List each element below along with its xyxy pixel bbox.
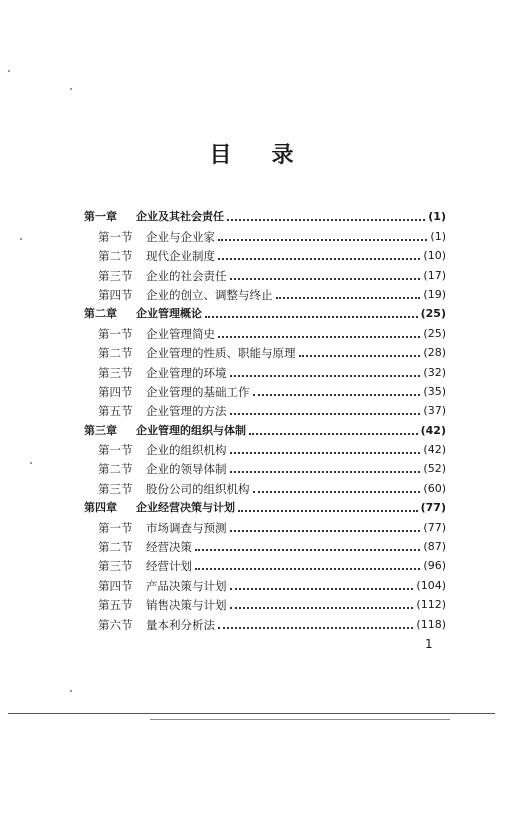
toc-section-entry — [84, 224, 446, 243]
toc-entry-number: 第一章 — [84, 210, 117, 224]
toc-entry-title: 企业管理的基础工作 — [146, 384, 250, 399]
toc-leader-dots — [230, 374, 421, 377]
toc-chapter-entry — [84, 496, 446, 515]
toc-entry-number: 第三节 — [98, 268, 133, 283]
toc-entry-number: 第二节 — [98, 462, 133, 477]
toc-entry-number: 第六节 — [98, 617, 133, 632]
toc-entry-page: (25) — [420, 307, 446, 321]
table-of-contents — [84, 205, 446, 632]
toc-leader-dots — [195, 548, 420, 551]
toc-entry-page: (60) — [423, 481, 446, 495]
toc-leader-dots — [276, 296, 421, 299]
toc-leader-dots — [253, 393, 421, 396]
toc-entry-page: (35) — [423, 384, 446, 398]
toc-entry-title: 企业经营决策与计划 — [136, 501, 235, 515]
toc-entry-number: 第五节 — [98, 404, 133, 419]
toc-entry-title: 企业管理的方法 — [146, 404, 227, 419]
toc-leader-dots — [238, 509, 418, 512]
scan-speck — [70, 88, 72, 90]
toc-section-entry — [84, 244, 446, 263]
toc-leader-dots — [230, 412, 421, 415]
toc-section-entry — [84, 457, 446, 476]
toc-entry-title: 销售决策与计划 — [146, 598, 227, 613]
toc-section-entry — [84, 554, 446, 573]
toc-entry-page: (32) — [423, 365, 446, 379]
toc-entry-page: (42) — [423, 443, 446, 457]
toc-leader-dots — [230, 470, 421, 473]
scan-speck — [70, 690, 72, 692]
toc-entry-title: 企业管理的组织与体制 — [136, 423, 246, 437]
toc-entry-page: (77) — [423, 520, 446, 534]
scan-speck — [30, 462, 32, 464]
toc-chapter-entry — [84, 418, 446, 437]
toc-entry-number: 第四节 — [98, 578, 133, 593]
toc-entry-page: (10) — [423, 249, 446, 263]
toc-entry-title: 经营决策 — [146, 540, 192, 555]
toc-entry-number: 第四章 — [84, 501, 117, 515]
toc-section-entry — [84, 341, 446, 360]
toc-entry-title: 企业的领导体制 — [146, 462, 227, 477]
toc-entry-number: 第三节 — [98, 481, 133, 496]
toc-section-entry — [84, 380, 446, 399]
toc-entry-title: 现代企业制度 — [146, 249, 215, 264]
toc-leader-dots — [249, 432, 418, 435]
toc-entry-page: (104) — [416, 578, 446, 592]
toc-entry-page: (1) — [430, 229, 446, 243]
toc-section-entry — [84, 360, 446, 379]
toc-section-entry — [84, 283, 446, 302]
toc-entry-page: (42) — [420, 423, 446, 437]
toc-section-entry — [84, 593, 446, 612]
toc-entry-title: 企业的社会责任 — [146, 268, 227, 283]
toc-section-entry — [84, 476, 446, 495]
toc-entry-title: 企业管理的性质、职能与原理 — [146, 346, 296, 361]
toc-entry-page: (118) — [416, 617, 446, 631]
toc-leader-dots — [230, 587, 414, 590]
toc-entry-title: 企业管理的环境 — [146, 365, 227, 380]
toc-section-entry — [84, 399, 446, 418]
toc-entry-title: 量本利分析法 — [146, 617, 215, 632]
toc-chapter-entry — [84, 205, 446, 224]
toc-entry-page: (19) — [423, 287, 446, 301]
toc-entry-page: (28) — [423, 346, 446, 360]
toc-leader-dots — [230, 606, 414, 609]
toc-entry-title: 企业及其社会责任 — [136, 210, 224, 224]
toc-leader-dots — [299, 354, 421, 357]
toc-entry-number: 第一节 — [98, 520, 133, 535]
toc-entry-number: 第一节 — [98, 443, 133, 458]
toc-entry-page: (77) — [420, 501, 446, 515]
toc-entry-number: 第五节 — [98, 598, 133, 613]
toc-leader-dots — [218, 257, 420, 260]
toc-entry-page: (17) — [423, 268, 446, 282]
toc-leader-dots — [230, 277, 421, 280]
toc-entry-number: 第三节 — [98, 559, 133, 574]
toc-section-entry — [84, 515, 446, 534]
toc-entry-title: 企业管理简史 — [146, 326, 215, 341]
toc-entry-page: (96) — [423, 559, 446, 573]
toc-entry-title: 企业的组织机构 — [146, 443, 227, 458]
toc-leader-dots — [218, 335, 420, 338]
toc-entry-title: 经营计划 — [146, 559, 192, 574]
toc-leader-dots — [230, 451, 421, 454]
toc-section-entry — [84, 535, 446, 554]
toc-entry-title: 企业的创立、调整与终止 — [146, 287, 273, 302]
toc-entry-title: 股份公司的组织机构 — [146, 481, 250, 496]
toc-section-entry — [84, 612, 446, 631]
toc-chapter-entry — [84, 302, 446, 321]
toc-entry-title: 企业与企业家 — [146, 229, 215, 244]
toc-leader-dots — [205, 315, 418, 318]
toc-section-entry — [84, 438, 446, 457]
toc-entry-number: 第四节 — [98, 384, 133, 399]
toc-entry-number: 第二章 — [84, 307, 117, 321]
scan-speck — [20, 238, 22, 240]
page-title-char-1: 目 — [209, 143, 234, 168]
scan-speck — [8, 70, 10, 72]
toc-entry-number: 第二节 — [98, 249, 133, 264]
toc-entry-number: 第三节 — [98, 365, 133, 380]
toc-entry-page: (52) — [423, 462, 446, 476]
scan-artifact-line — [150, 719, 450, 720]
toc-entry-page: (112) — [416, 598, 446, 612]
page-title-char-2: 录 — [271, 143, 296, 168]
toc-entry-number: 第四节 — [98, 287, 133, 302]
toc-entry-title: 产品决策与计划 — [146, 578, 227, 593]
toc-section-entry — [84, 573, 446, 592]
toc-leader-dots — [195, 567, 420, 570]
toc-entry-page: (37) — [423, 404, 446, 418]
toc-leader-dots — [227, 218, 425, 221]
toc-entry-page: (87) — [423, 540, 446, 554]
toc-entry-title: 市场调查与预测 — [146, 520, 227, 535]
page-number: 1 — [425, 637, 433, 651]
toc-entry-number: 第三章 — [84, 423, 117, 437]
toc-leader-dots — [253, 490, 421, 493]
toc-entry-title: 企业管理概论 — [136, 307, 202, 321]
toc-section-entry — [84, 321, 446, 340]
toc-section-entry — [84, 263, 446, 282]
toc-entry-page: (1) — [428, 210, 446, 224]
toc-entry-number: 第一节 — [98, 326, 133, 341]
toc-entry-page: (25) — [423, 326, 446, 340]
toc-entry-number: 第二节 — [98, 540, 133, 555]
page-title — [0, 138, 505, 169]
toc-leader-dots — [218, 238, 427, 241]
toc-leader-dots — [230, 529, 421, 532]
toc-entry-number: 第一节 — [98, 229, 133, 244]
toc-leader-dots — [218, 626, 413, 629]
scan-artifact-line — [8, 713, 495, 714]
toc-entry-number: 第二节 — [98, 346, 133, 361]
